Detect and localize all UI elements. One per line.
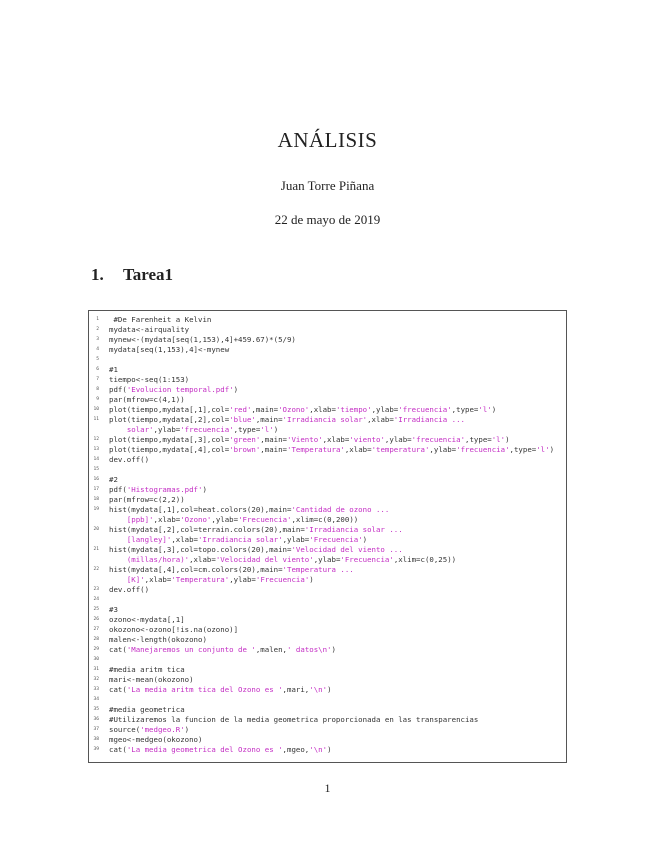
code-string: 'Velocidad del viento' <box>215 555 314 564</box>
code-string: 'l' <box>536 445 550 454</box>
line-number: 3 <box>96 337 99 342</box>
code-text <box>109 495 185 505</box>
line-number: 37 <box>93 727 99 732</box>
code-token: ,xlab= <box>309 405 336 414</box>
line-number: 18 <box>93 497 99 502</box>
code-token: ) <box>309 575 314 584</box>
code-token: ,xlab= <box>171 535 199 544</box>
code-text <box>109 535 367 545</box>
code-text <box>109 615 185 625</box>
line-number: 21 <box>93 547 99 552</box>
code-text <box>109 715 478 725</box>
code-text <box>109 525 403 535</box>
code-text <box>109 475 118 485</box>
line-number: 6 <box>96 367 99 372</box>
code-text <box>109 575 314 585</box>
line-number: 34 <box>93 697 99 702</box>
code-text <box>109 325 189 335</box>
code-token: ,ylab= <box>211 515 239 524</box>
code-token: hist(mydata[,4],col=cm.colors(20),main= <box>109 565 283 574</box>
code-text <box>109 415 465 425</box>
code-token: ,ylab= <box>371 405 399 414</box>
line-number: 30 <box>93 657 99 662</box>
code-string: 'green' <box>229 435 261 444</box>
code-text <box>109 515 358 525</box>
code-token: #3 <box>109 605 118 614</box>
line-number: 26 <box>93 617 99 622</box>
code-token <box>109 535 127 544</box>
code-string: 'l' <box>478 405 492 414</box>
code-token: ) <box>273 425 279 434</box>
code-token: ,mari, <box>282 685 310 694</box>
code-token: ,type= <box>451 405 479 414</box>
code-text <box>109 385 238 395</box>
code-string: 'medgeo.R' <box>140 725 185 734</box>
section-number: 1. <box>91 265 104 284</box>
code-token: ,xlab= <box>322 435 350 444</box>
code-token: hist(mydata[,2],col=terrain.colors(20),main= <box>109 525 305 534</box>
code-token: cat( <box>109 685 127 694</box>
code-token: pdf( <box>109 485 127 494</box>
line-number: 10 <box>93 407 99 412</box>
code-string: 'frecuencia' <box>398 405 452 414</box>
code-text <box>109 645 336 655</box>
code-token: ,type= <box>509 445 537 454</box>
code-token: #media geometrica <box>109 705 185 714</box>
code-text <box>109 445 554 455</box>
code-text <box>109 705 185 715</box>
code-text <box>109 375 189 385</box>
code-token: ,xlim=c(0,25)) <box>393 555 457 564</box>
code-token: par(mfrow=c(4,1)) <box>109 395 185 404</box>
code-token: #Utilizaremos la funcion de la media geometrica proporcionada en las transparencias <box>109 715 479 724</box>
code-text <box>109 685 332 695</box>
code-string: 'frecuencia' <box>411 435 466 444</box>
code-string: '\n' <box>309 745 328 754</box>
line-number: 12 <box>93 437 99 442</box>
line-number: 22 <box>93 567 99 572</box>
code-token: mydata<-airquality <box>109 325 190 334</box>
code-token: ,xlab= <box>344 445 372 454</box>
code-listing <box>88 310 567 763</box>
document-title: ANÁLISIS <box>277 128 378 152</box>
code-string: 'viento' <box>349 435 385 444</box>
code-token: cat( <box>109 645 127 654</box>
code-token: ,main= <box>260 445 287 454</box>
code-token: ,xlim=c(0,200)) <box>291 515 359 524</box>
line-number: 35 <box>93 707 99 712</box>
code-text <box>109 335 296 345</box>
section-heading <box>91 265 173 285</box>
code-text <box>109 485 207 495</box>
line-number: 8 <box>96 387 99 392</box>
code-token: ) <box>505 435 510 444</box>
line-number: 16 <box>93 477 99 482</box>
code-text <box>109 625 238 635</box>
line-number: 20 <box>93 527 99 532</box>
code-text <box>109 505 389 515</box>
line-number: 31 <box>93 667 99 672</box>
code-token: ,type= <box>233 425 261 434</box>
line-number: 14 <box>93 457 99 462</box>
code-token: ,main= <box>251 405 279 414</box>
code-text <box>109 425 278 435</box>
code-token: ) <box>549 445 555 454</box>
code-string: (millas/hora)' <box>126 555 190 564</box>
code-token: ,ylab= <box>153 425 181 434</box>
code-string: 'Frecuencia' <box>238 515 292 524</box>
code-token: mari<-mean(okozono) <box>109 675 194 684</box>
code-text <box>109 745 332 755</box>
line-number: 4 <box>96 347 99 352</box>
code-text <box>109 315 211 325</box>
code-token: #media aritm tica <box>109 665 185 674</box>
code-text <box>109 405 496 415</box>
code-token: mgeo<-medgeo(okozono) <box>109 735 203 744</box>
code-text <box>109 555 456 565</box>
code-token: ,type= <box>465 435 492 444</box>
code-token: ,xlab= <box>189 555 216 564</box>
code-string: 'Viento' <box>287 435 323 444</box>
page-number: 1 <box>324 781 331 795</box>
code-token: ) <box>233 385 239 394</box>
code-token: ) <box>491 405 497 414</box>
line-number: 11 <box>93 417 99 422</box>
code-token: mynew<-(mydata[seq(1,153),4]+459.67)*(5/9) <box>109 335 296 344</box>
code-string: 'Temperatura' <box>287 445 345 454</box>
code-token: dev.off() <box>109 585 150 594</box>
code-text <box>109 565 354 575</box>
code-text <box>109 725 189 735</box>
code-string: 'Velocidad del viento ... <box>291 545 403 554</box>
code-string: 'Temperatura ... <box>282 565 354 574</box>
line-number: 28 <box>93 637 99 642</box>
code-token: ,xlab= <box>367 415 394 424</box>
code-text <box>109 545 403 555</box>
code-token: par(mfrow=c(2,2)) <box>109 495 185 504</box>
code-token: ) <box>327 685 332 694</box>
code-string: 'Manejaremos un conjunto de ' <box>126 645 256 654</box>
line-number: 19 <box>93 507 99 512</box>
code-token: ,main= <box>255 415 283 424</box>
line-number: 24 <box>93 597 99 602</box>
code-token: #1 <box>109 365 118 374</box>
code-text <box>109 735 202 745</box>
document-date: 22 de mayo de 2019 <box>274 212 381 227</box>
code-string: 'temperatura' <box>371 445 430 454</box>
document-author: Juan Torre Piñana <box>280 178 375 193</box>
line-number: 32 <box>93 677 99 682</box>
code-string: '\n' <box>309 685 328 694</box>
code-string: [K]' <box>126 575 145 584</box>
code-string: 'Frecuencia' <box>340 555 394 564</box>
code-text <box>109 665 185 675</box>
code-text <box>109 395 185 405</box>
code-token: cat( <box>109 745 127 754</box>
code-token: ,ylab= <box>429 445 457 454</box>
code-token: pdf( <box>109 385 127 394</box>
line-number: 27 <box>93 627 99 632</box>
line-number: 5 <box>96 357 99 362</box>
code-string: 'brown' <box>229 445 261 454</box>
line-number: 9 <box>96 397 99 402</box>
code-token: ,xlab= <box>153 515 181 524</box>
code-token: ) <box>331 645 336 654</box>
code-string: 'frecuencia' <box>456 445 510 454</box>
code-token: ,mgeo, <box>282 745 310 754</box>
code-text <box>109 345 229 355</box>
line-number: 29 <box>93 647 99 652</box>
line-number: 7 <box>96 377 99 382</box>
code-string: 'frecuencia' <box>180 425 234 434</box>
code-text <box>109 605 118 615</box>
code-text <box>109 435 510 445</box>
code-text <box>109 455 149 465</box>
line-number: 17 <box>93 487 99 492</box>
code-token: #De Farenheit a Kelvin <box>109 315 212 324</box>
code-string: solar' <box>126 425 154 434</box>
code-token: hist(mydata[,3],col=topo.colors(20),main= <box>109 545 292 554</box>
code-text <box>109 635 207 645</box>
code-token <box>109 515 127 524</box>
code-token: source( <box>109 725 141 734</box>
code-token: ) <box>202 485 207 494</box>
line-number: 13 <box>93 447 99 452</box>
section-title: Tarea1 <box>123 265 174 284</box>
line-number: 39 <box>93 747 99 752</box>
code-token: malen<-length(okozono) <box>109 635 207 644</box>
code-string: 'Irradiancia solar ... <box>304 525 403 534</box>
code-string: 'Temperatura' <box>171 575 230 584</box>
code-token: ,ylab= <box>282 535 310 544</box>
code-token: plot(tiempo,mydata[,2],col= <box>109 415 230 424</box>
code-string: ' datos\n' <box>287 645 332 654</box>
line-number: 25 <box>93 607 99 612</box>
code-token: ozono<-mydata[,1] <box>109 615 185 624</box>
code-string: 'Irradiancia solar' <box>198 535 283 544</box>
code-token: plot(tiempo,mydata[,3],col= <box>109 435 230 444</box>
code-text <box>109 365 118 375</box>
code-token: tiempo<-seq(1:153) <box>109 375 190 384</box>
code-token: ,main= <box>260 435 287 444</box>
code-token: ,ylab= <box>229 575 256 584</box>
code-string: 'Frecuencia' <box>255 575 310 584</box>
code-token: okozono<-ozono[!is.na(ozono)] <box>109 625 239 634</box>
code-string: 'Ozono' <box>278 405 310 414</box>
code-string: 'La media geometrica del Ozono es ' <box>126 745 283 754</box>
code-string: 'Ozono' <box>180 515 212 524</box>
code-token: plot(tiempo,mydata[,4],col= <box>109 445 230 454</box>
line-number: 1 <box>96 317 99 322</box>
code-token: ,malen, <box>255 645 288 654</box>
code-string: 'La media aritm tica del Ozono es ' <box>126 685 283 694</box>
code-token: ) <box>362 535 368 544</box>
code-token: ,ylab= <box>313 555 341 564</box>
code-token: mydata[seq(1,153),4]<-mynew <box>109 345 230 354</box>
code-text <box>109 675 194 685</box>
code-string: 'l' <box>491 435 506 444</box>
code-string: [ppb]' <box>126 515 154 524</box>
code-string: 'Irradiancia ... <box>393 415 465 424</box>
code-text <box>109 585 149 595</box>
code-token: #2 <box>109 475 118 484</box>
code-string: 'Irradiancia solar' <box>282 415 368 424</box>
code-string: 'Cantidad de ozono ... <box>291 505 390 514</box>
line-number: 36 <box>93 717 99 722</box>
code-token: ) <box>184 725 190 734</box>
line-number: 33 <box>93 687 99 692</box>
code-string: 'Histogramas.pdf' <box>126 485 203 494</box>
code-token: plot(tiempo,mydata[,1],col= <box>109 405 230 414</box>
code-string: 'Frecuencia' <box>309 535 363 544</box>
line-number: 38 <box>93 737 99 742</box>
code-token: dev.off() <box>109 455 150 464</box>
line-number: 23 <box>93 587 99 592</box>
code-token: ,xlab= <box>144 575 172 584</box>
code-token <box>109 575 127 584</box>
code-string: 'blue' <box>229 415 256 424</box>
line-number: 2 <box>96 327 99 332</box>
line-number: 15 <box>93 467 99 472</box>
code-token <box>109 425 127 434</box>
code-token: ,ylab= <box>384 435 412 444</box>
code-token: hist(mydata[,1],col=heat.colors(20),main= <box>109 505 292 514</box>
code-string: 'Evolucion temporal.pdf' <box>126 385 234 394</box>
code-string: 'tiempo' <box>335 405 372 414</box>
code-token: ) <box>327 745 332 754</box>
code-token <box>109 555 127 564</box>
code-string: [langley]' <box>126 535 172 544</box>
code-string: 'l' <box>260 425 274 434</box>
code-string: 'red' <box>229 405 252 414</box>
